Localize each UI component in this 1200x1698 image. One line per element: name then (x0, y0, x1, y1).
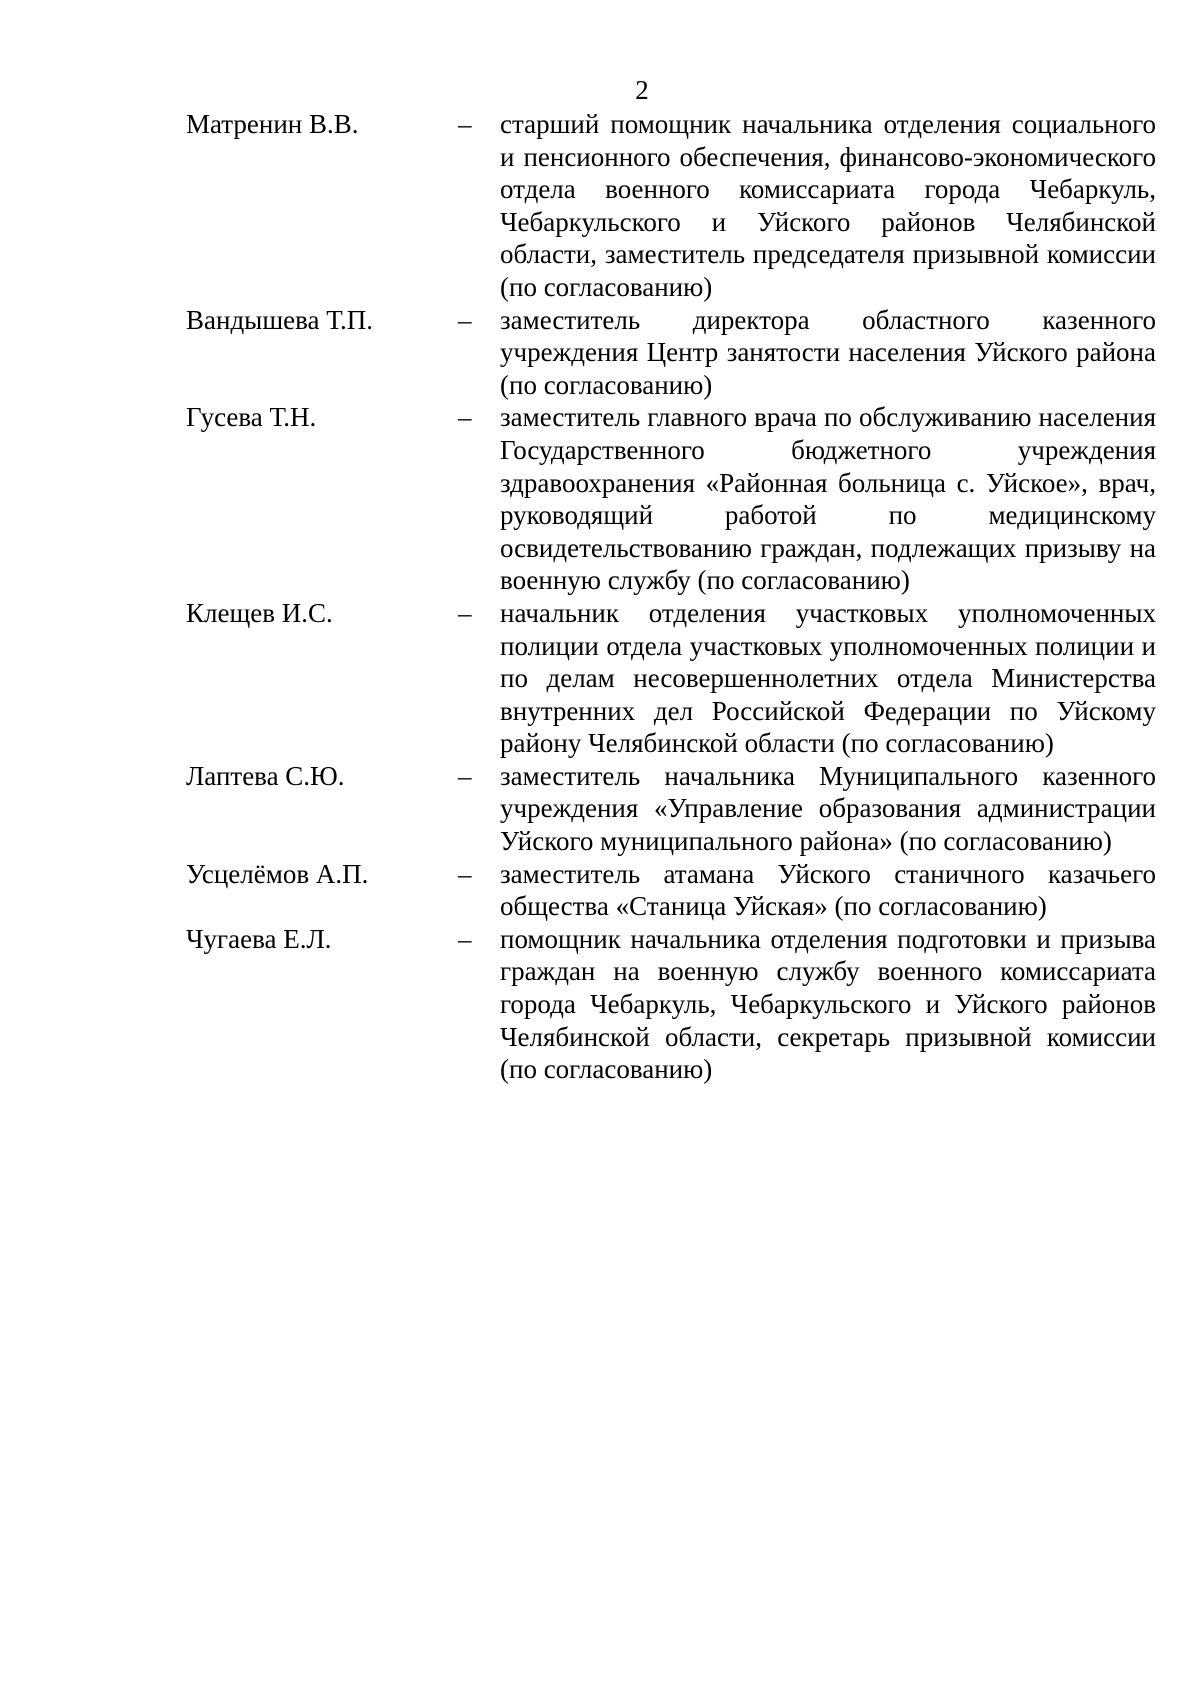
commission-member-list (186, 108, 1156, 1086)
member-entry (186, 108, 1156, 304)
member-role: заместитель главного врача по обслуживанию населения Государственного бюджетного учреждения здравоохранения «Районная больница с. Уйское», врач, руководящий работой по медицинскому освидетельствованию граждан, подлежащих призыву на военную службу (по согласованию) (500, 402, 1156, 596)
member-name: Гусева Т.Н. (186, 402, 317, 433)
member-role: начальник отделения участковых уполномоченных полиции отдела участковых уполномоченных полиции и по делам несовершеннолетних отдела Министерства внутренних дел Российской Федерации по Уйскому району Челябинской области (по согласованию) (500, 597, 1156, 759)
member-name: Чугаева Е.Л. (186, 923, 332, 954)
member-entry (186, 304, 1156, 402)
member-entry (186, 760, 1156, 858)
member-role: старший помощник начальника отделения социального и пенсионного обеспечения, финансово-экономического отдела военного комиссариата города Чебаркуль, Чебаркульского и Уйского районов Челябинской области, заместитель председателя призывной комиссии (по согласованию) (500, 109, 1156, 302)
member-role: заместитель атамана Уйского станичного казачьего общества «Станица Уйская» (по согласованию) (500, 858, 1156, 922)
member-name: Матренин В.В. (186, 109, 359, 139)
member-dash: – (458, 858, 472, 889)
member-name: Усцелёмов А.П. (186, 858, 369, 889)
member-role: заместитель директора областного казенного учреждения Центр занятости населения Уйского района (по согласованию) (500, 304, 1156, 400)
member-dash: – (458, 597, 472, 628)
member-dash: – (458, 923, 472, 954)
page-number: 2 (635, 75, 649, 105)
member-dash: – (458, 402, 472, 433)
member-entry (186, 923, 1156, 1086)
member-dash: – (458, 109, 472, 139)
member-role: заместитель начальника Муниципального казенного учреждения «Управление образования администрации Уйского муниципального района» (по согласованию) (500, 760, 1156, 857)
member-name: Клещев И.С. (186, 597, 333, 628)
member-role: помощник начальника отделения подготовки и призыва граждан на военную службу военного комиссариата города Чебаркуль, Чебаркульского и Уйского районов Челябинской области, секретарь призывной комиссии (по согласованию) (500, 923, 1156, 1085)
member-name: Лаптева С.Ю. (186, 760, 345, 791)
member-entry (186, 858, 1156, 923)
member-dash: – (458, 304, 472, 335)
member-entry (186, 401, 1156, 597)
member-entry (186, 597, 1156, 760)
member-dash: – (458, 760, 472, 791)
member-name: Вандышева Т.П. (186, 304, 374, 335)
